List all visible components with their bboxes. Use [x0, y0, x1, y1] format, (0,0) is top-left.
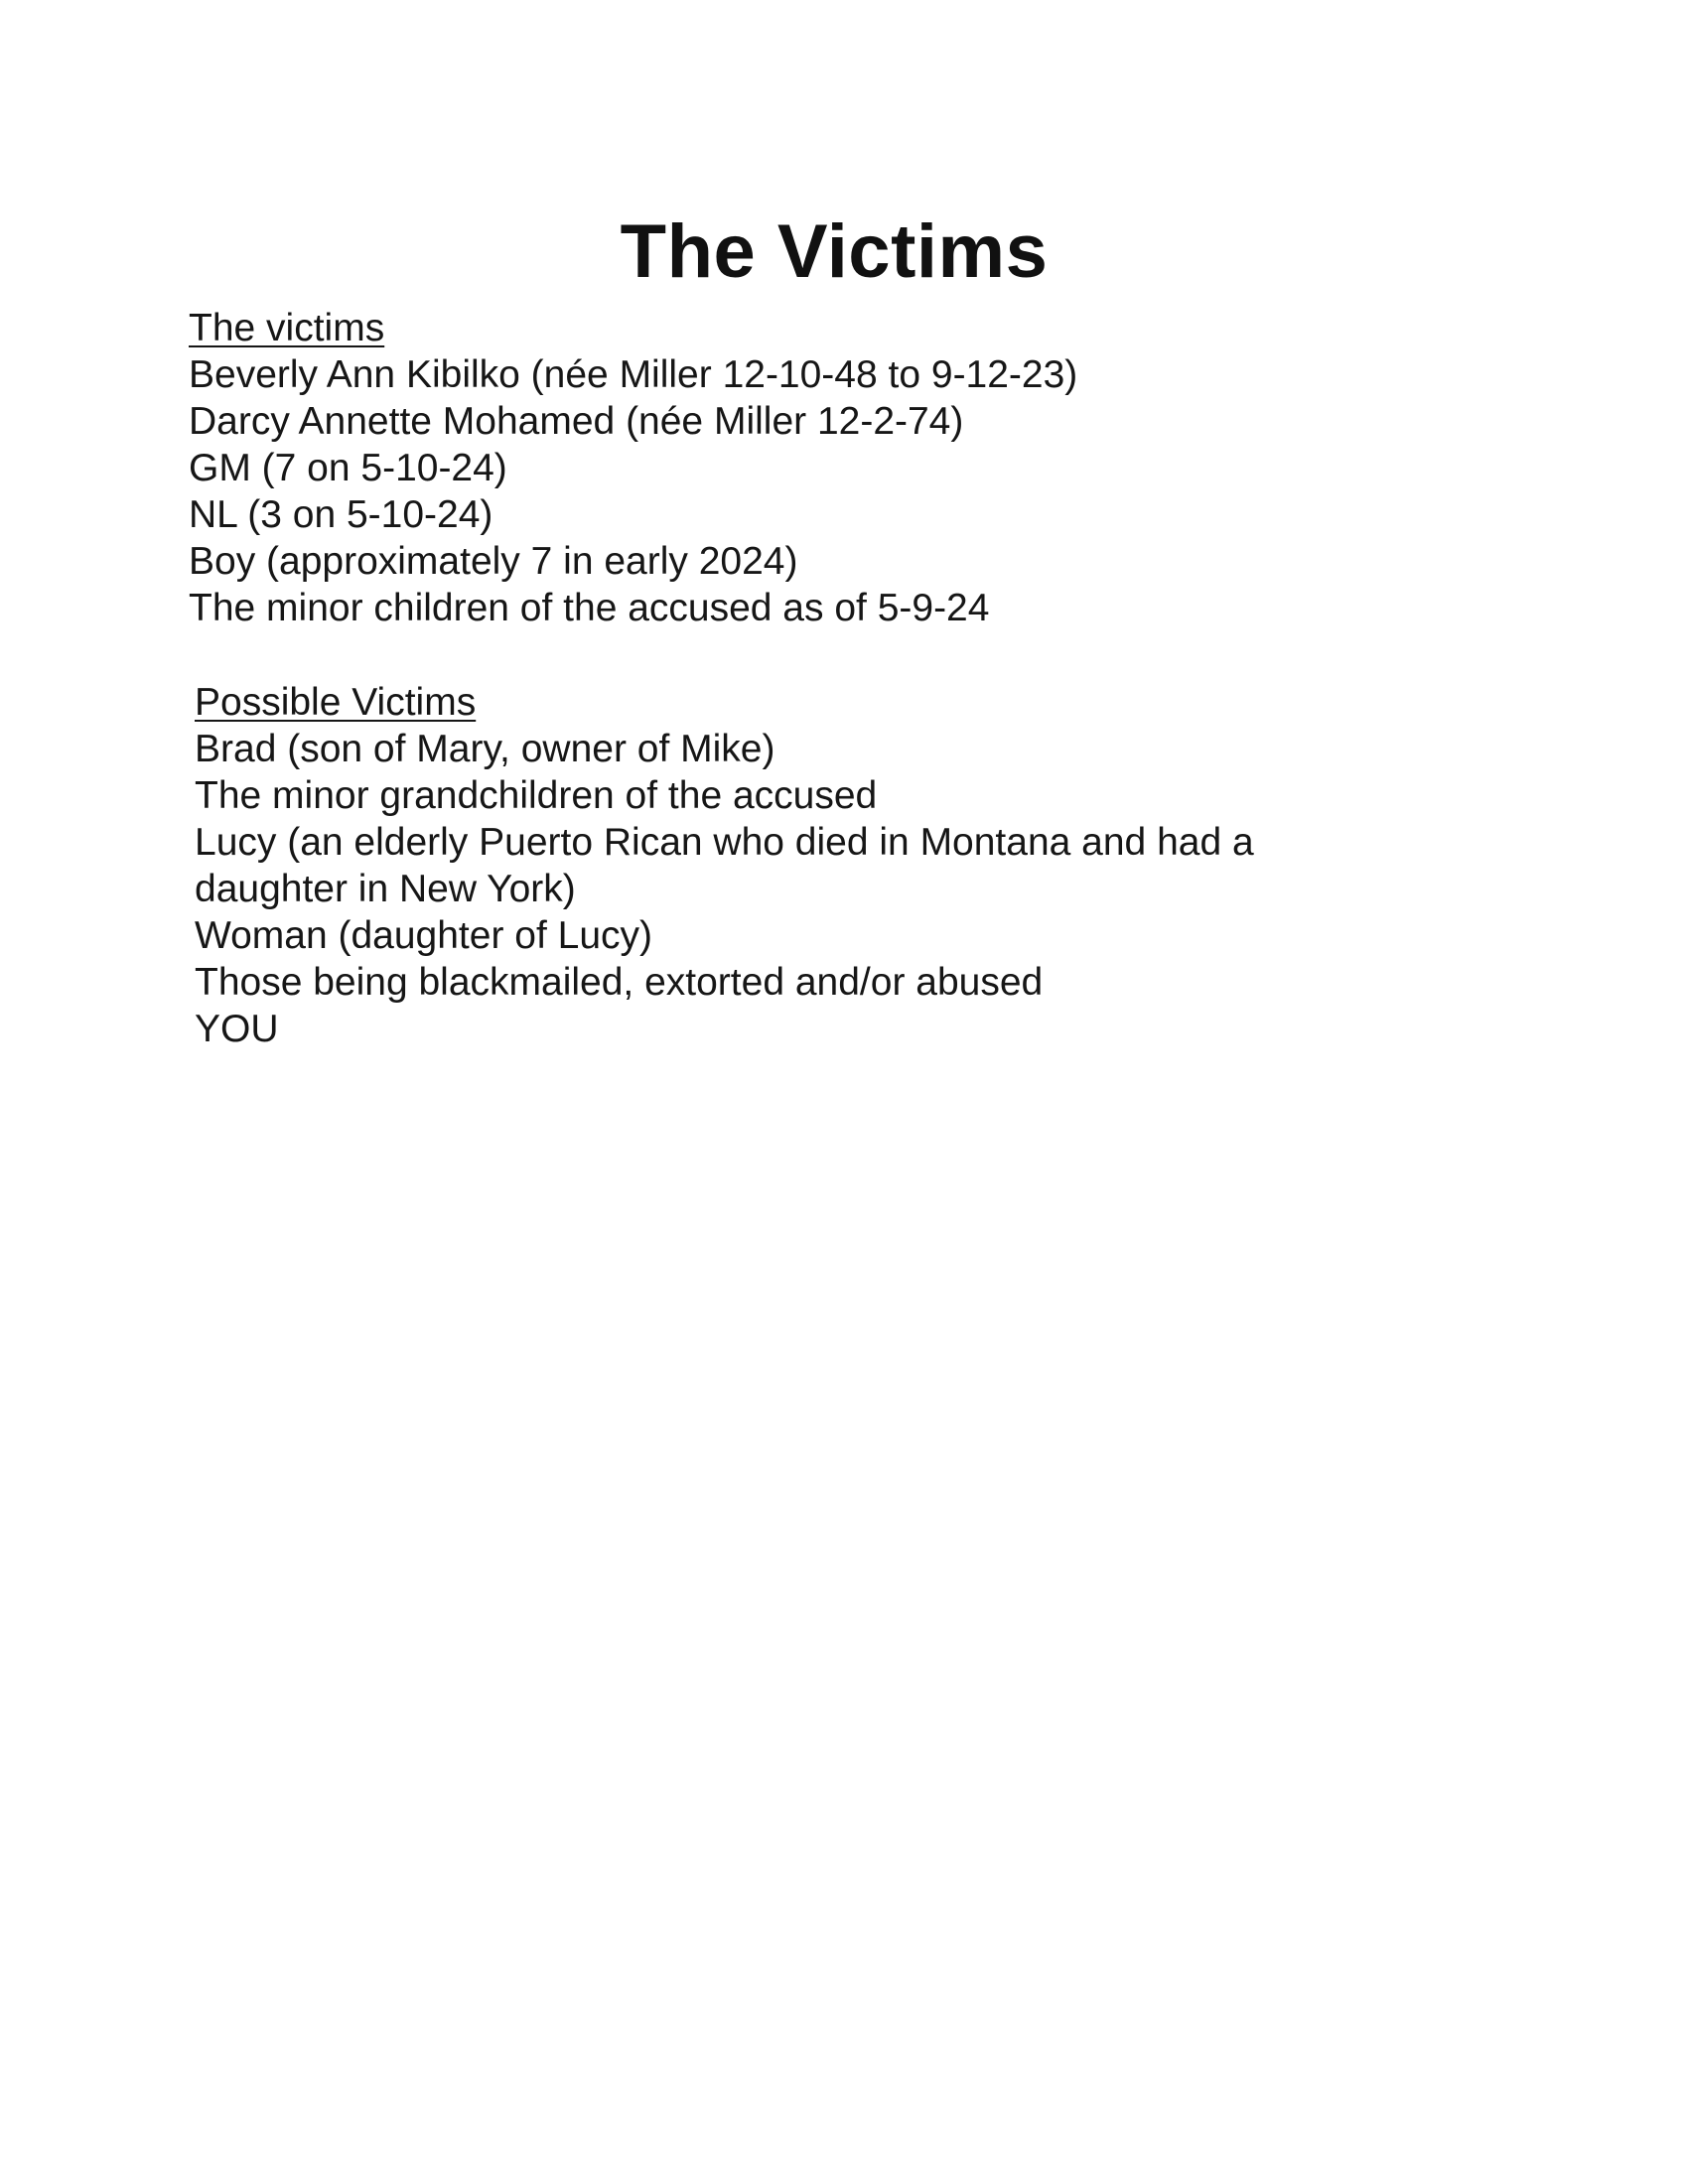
possible-victim-item: daughter in New York): [195, 868, 576, 910]
page-title: The Victims: [620, 209, 1049, 294]
possible-victim-item: YOU: [195, 1008, 279, 1050]
possible-victim-item: Brad (son of Mary, owner of Mike): [195, 728, 775, 770]
possible-victims-section: [195, 679, 1254, 1052]
victim-item: The minor children of the accused as of 5-9-24: [189, 587, 990, 629]
victim-item: Beverly Ann Kibilko (née Miller 12-10-48 to 9-12-23): [189, 353, 1078, 396]
victim-item: GM (7 on 5-10-24): [189, 447, 507, 489]
victims-section: [189, 305, 1077, 631]
victims-heading: The victims: [189, 307, 385, 349]
possible-victim-item: The minor grandchildren of the accused: [195, 774, 878, 817]
possible-victim-item: Woman (daughter of Lucy): [195, 914, 653, 957]
victim-item: NL (3 on 5-10-24): [189, 493, 493, 536]
victim-item: Darcy Annette Mohamed (née Miller 12-2-74): [189, 400, 964, 443]
possible-victim-item: Those being blackmailed, extorted and/or abused: [195, 961, 1044, 1004]
possible-victim-item: Lucy (an elderly Puerto Rican who died in Montana and had a: [195, 821, 1254, 864]
possible-victims-heading: Possible Victims: [195, 681, 477, 724]
victim-item: Boy (approximately 7 in early 2024): [189, 540, 798, 583]
